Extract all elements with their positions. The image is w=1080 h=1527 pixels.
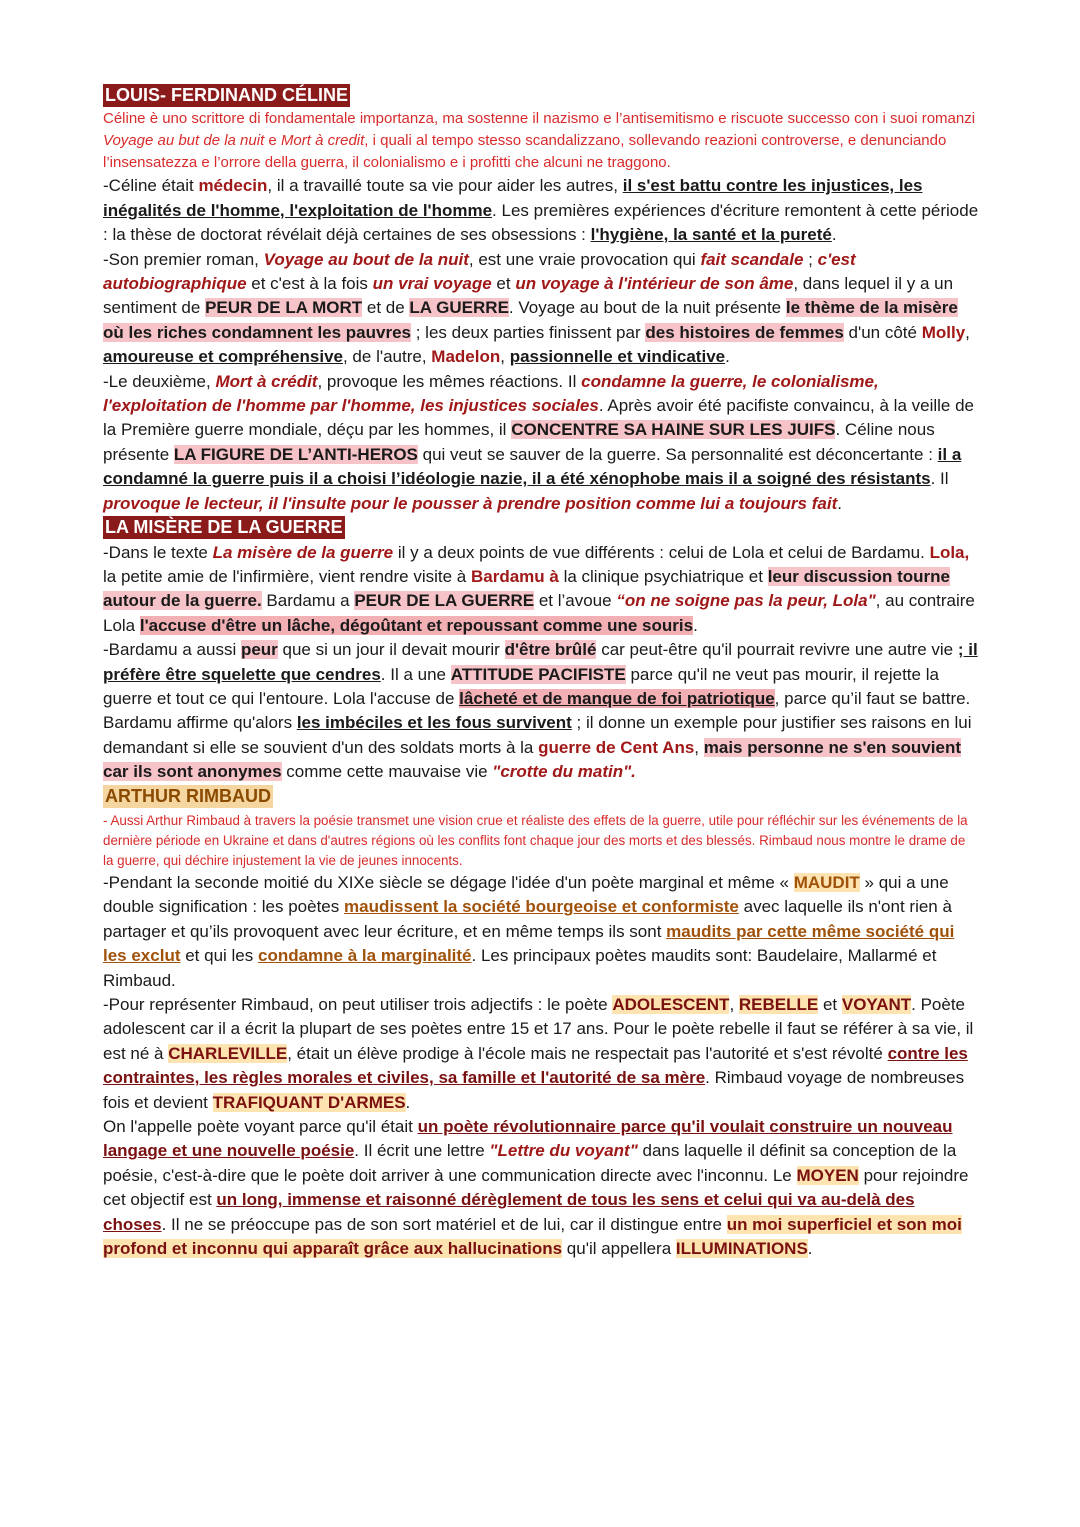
highlight: PEUR DE LA GUERRE <box>354 591 535 611</box>
highlight: un long, immense et raisonné dérèglement de tous les sens et celui qui va au-delà des choses <box>103 1190 915 1234</box>
highlight: MOYEN <box>796 1165 859 1185</box>
celine-paragraph-1: -Céline était médecin, il a travaillé toute sa vie pour aider les autres, il s'est battu contre les injustices, les inégalités de l'homme, l'exploitation de l'homme. Les premières expériences d'écriture remontent à cette période : la thèse de doctorat révélait déjà certaines de ses obsessions : l'hygiène, la santé et la pureté. <box>103 176 979 245</box>
highlight: ADOLESCENT <box>612 995 730 1014</box>
rimbaud-paragraph-1: -Pendant la seconde moitié du XIXe siècle se dégage l'idée d'un poète marginal et même « MAUDIT » qui a une double signification : les poètes maudissent la société bourgeoise et conformiste avec laquelle ils n'ont rien à partager et qu’ils provoquent avec leur écriture, et en même temps ils sont maudits par cette même société qui les exclut et qui les condamne à la marginalité. Les principaux poètes maudits sont: Baudelaire, Mallarmé et Rimbaud. <box>103 872 955 990</box>
highlight: TRAFIQUANT D'ARMES <box>212 1092 406 1112</box>
highlight: les imbéciles et les fous survivent <box>296 713 572 733</box>
highlight: médecin <box>198 176 268 196</box>
highlight: il s'est battu contre les injustices, les inégalités de l'homme, l'exploitation de l'homme <box>103 176 923 220</box>
highlight: passionnelle et vindicative <box>509 347 726 367</box>
highlight: un poète révolutionnaire parce qu'il voulait construire un nouveau langage et une nouvelle poésie <box>103 1117 953 1161</box>
book-title: Voyage au but de la nuit <box>103 132 265 150</box>
highlight: maudissent la société bourgeoise et conformiste <box>344 897 739 917</box>
section-title-rimbaud: ARTHUR RIMBAUD <box>105 785 271 806</box>
section-title-misere: LA MISÈRE DE LA GUERRE <box>105 517 343 538</box>
highlight: guerre de Cent Ans <box>538 737 695 757</box>
celine-paragraph-2: -Son premier roman, Voyage au bout de la nuit, est une vraie provocation qui fait scandale ; c'est autobiographique et c'est à la fois un vrai voyage et un voyage à l'intérieur de son âme, dans lequel il y a un sentiment de PEUR DE LA MORT et de LA GUERRE. Voyage au bout de la nuit présente le thème de la misère où les riches condamnent les pauvres ; les deux parties finissent par des histoires de femmes d'un côté Molly, amoureuse et compréhensive, de l'autre, Madelon, passionnelle et vindicative. <box>103 249 970 367</box>
highlight: amoureuse et compréhensive <box>103 347 343 367</box>
highlight: d'être brûlé <box>504 640 597 660</box>
highlight: contre les contraintes, les règles morales et civiles, sa famille et l'autorité de sa mère <box>103 1043 968 1088</box>
rimbaud-paragraph-3: On l'appelle poète voyant parce qu'il était un poète révolutionnaire parce qu'il voulait construire un nouveau langage et une nouvelle poésie. Il écrit une lettre "Lettre du voyant" dans laquelle il définit sa conception de la poésie, c'est-à-dire que le poète doit arriver à une communication directe avec l'inconnu. Le MOYEN pour rejoindre cet objectif est un long, immense et raisonné dérèglement de tous les sens et celui qui va au-delà des choses. Il ne se préoccupe pas de son sort matériel et de lui, car il distingue entre un moi superficiel et son moi profond et inconnu qui apparaît grâce aux hallucinations qu'il appellera ILLUMINATIONS. <box>103 1117 969 1259</box>
highlight: Mort à crédit <box>215 371 318 391</box>
highlight: Voyage au bout de la nuit <box>263 249 469 269</box>
highlight: des histoires de femmes <box>645 322 844 342</box>
highlight: MAUDIT <box>793 872 860 892</box>
highlight: Bardamu à <box>470 566 559 586</box>
highlight: le thème de la misère où les riches condamnent les pauvres <box>103 298 958 342</box>
highlight: un voyage à l'intérieur de son âme <box>515 274 794 294</box>
highlight: lâcheté et de manque de foi patriotique <box>459 688 775 708</box>
highlight: Molly <box>921 322 966 342</box>
rimbaud-intro: - Aussi Arthur Rimbaud à travers la poésie transmet une vision crue et réaliste des effets de la guerre, utile pour réfléchir sur les événements de la dernière période en Ukraine et dans d'autres régions où les conflits font chaque jour des morts et des blessés. Rimbaud nous montre le drame de la guerre, qui déchire injustement la vie de jeunes innocents. <box>103 812 968 868</box>
highlight: mais personne ne s'en souvient car ils sont anonymes <box>103 737 961 782</box>
highlight: c'est autobiographique <box>103 249 856 294</box>
celine-intro: Céline è uno scrittore di fondamentale importanza, ma sostenne il nazismo e l’antisemitismo e riscuote successo con i suoi romanzi Voyage au but de la nuit e Mort à credit, i quali al tempo stesso scandalizzano, sollevando reazioni controverse, e denunciando l’insensatezza e l’orrore della guerra, il colonialismo e i profitti che alcuni ne traggono. <box>103 110 976 172</box>
highlight: La misère de la guerre <box>212 542 394 562</box>
highlight: provoque le lecteur, il l'insulte pour le pousser à prendre position comme lui a toujours fait <box>103 493 838 513</box>
document-page <box>103 84 979 1261</box>
celine-paragraph-3: -Le deuxième, Mort à crédit, provoque les mêmes réactions. Il condamne la guerre, le colonialisme, l'exploitation de l'homme par l'homme, les injustices sociales. Après avoir été pacifiste convaincu, à la veille de la Première guerre mondiale, déçu par les hommes, il CONCENTRE SA HAINE SUR LES JUIFS. Céline nous présente LA FIGURE DE L’ANTI-HEROS qui veut se sauver de la guerre. Sa personnalité est déconcertante : il a condamné la guerre puis il a choisi l’idéologie nazie, il a été xénophobe mais il a soigné des résistants. Il provoque le lecteur, il l'insulte pour le pousser à prendre position comme lui a toujours fait. <box>103 371 974 513</box>
highlight: Madelon <box>431 347 501 367</box>
highlight: fait scandale <box>700 249 804 269</box>
highlight: un moi superficiel et son moi profond et inconnu qui apparaît grâce aux hallucinations <box>103 1214 962 1259</box>
highlight: condamne à la marginalité <box>258 946 472 966</box>
highlight: ATTITUDE PACIFISTE <box>450 664 626 684</box>
highlight: un vrai voyage <box>372 274 492 294</box>
highlight: l'accuse d'être un lâche, dégoûtant et repoussant comme une souris <box>139 615 694 635</box>
section-title-celine: LOUIS- FERDINAND CÉLINE <box>105 85 348 105</box>
highlight: l'hygiène, la santé et la pureté <box>590 225 832 245</box>
highlight: CONCENTRE SA HAINE SUR LES JUIFS <box>511 420 836 440</box>
highlight: ; il préfère être squelette que cendres <box>103 640 978 684</box>
highlight: Lola, <box>929 542 970 562</box>
highlight: LA FIGURE DE L’ANTI-HEROS <box>173 444 418 464</box>
rimbaud-paragraph-2: -Pour représenter Rimbaud, on peut utiliser trois adjectifs : le poète ADOLESCENT, REBELLE et VOYANT. Poète adolescent car il a écrit la plupart de ses poètes entre 15 et 17 ans. Pour le poète rebelle il faut se référer à sa vie, il est né à CHARLEVILLE, était un élève prodige à l'école mais ne respectait pas l'autorité et s'est révolté contre les contraintes, les règles morales et civiles, sa famille et l'autorité de sa mère. Rimbaud voyage de nombreuses fois et devient TRAFIQUANT D'ARMES. <box>103 995 974 1112</box>
highlight: CHARLEVILLE <box>168 1043 288 1063</box>
highlight: leur discussion tourne autour de la guerre. <box>103 566 950 611</box>
highlight: condamne la guerre, le colonialisme, l'exploitation de l'homme par l'homme, les injustices sociales <box>103 371 879 416</box>
highlight: “on ne soigne pas la peur, Lola" <box>616 591 876 611</box>
highlight: ILLUMINATIONS <box>675 1239 808 1259</box>
highlight: LA GUERRE <box>409 298 509 318</box>
highlight: "crotte du matin". <box>492 762 636 782</box>
highlight: REBELLE <box>738 995 819 1014</box>
highlight: "Lettre du voyant" <box>489 1141 638 1161</box>
highlight: peur <box>240 640 278 660</box>
highlight: PEUR DE LA MORT <box>205 298 363 318</box>
book-title: Mort à credit <box>280 132 365 150</box>
misere-paragraph-2: -Bardamu a aussi peur que si un jour il devait mourir d'être brûlé car peut-être qu'il pourrait revivre une autre vie ; il préfère être squelette que cendres. Il a une ATTITUDE PACIFISTE parce qu'il ne veut pas mourir, il rejette la guerre et tout ce qui l'entoure. Lola l'accuse de lâcheté et de manque de foi patriotique, parce qu’il faut se battre. Bardamu affirme qu'alors les imbéciles et les fous survivent ; il donne un exemple pour justifier ses raisons en lui demandant si elle se souvient d'un des soldats morts à la guerre de Cent Ans, mais personne ne s'en souvient car ils sont anonymes comme cette mauvaise vie "crotte du matin". <box>103 640 978 782</box>
highlight: maudits par cette même société qui les exclut <box>103 921 955 966</box>
highlight: VOYANT <box>841 995 912 1014</box>
misere-paragraph-1: -Dans le texte La misère de la guerre il y a deux points de vue différents : celui de Lola et celui de Bardamu. Lola, la petite amie de l'infirmière, vient rendre visite à Bardamu à la clinique psychiatrique et leur discussion tourne autour de la guerre. Bardamu a PEUR DE LA GUERRE et l’avoue “on ne soigne pas la peur, Lola", au contraire Lola l'accuse d'être un lâche, dégoûtant et repoussant comme une souris. <box>103 542 975 635</box>
highlight: il a condamné la guerre puis il a choisi l’idéologie nazie, il a été xénophobe mais il a soigné des résistants <box>103 444 962 489</box>
